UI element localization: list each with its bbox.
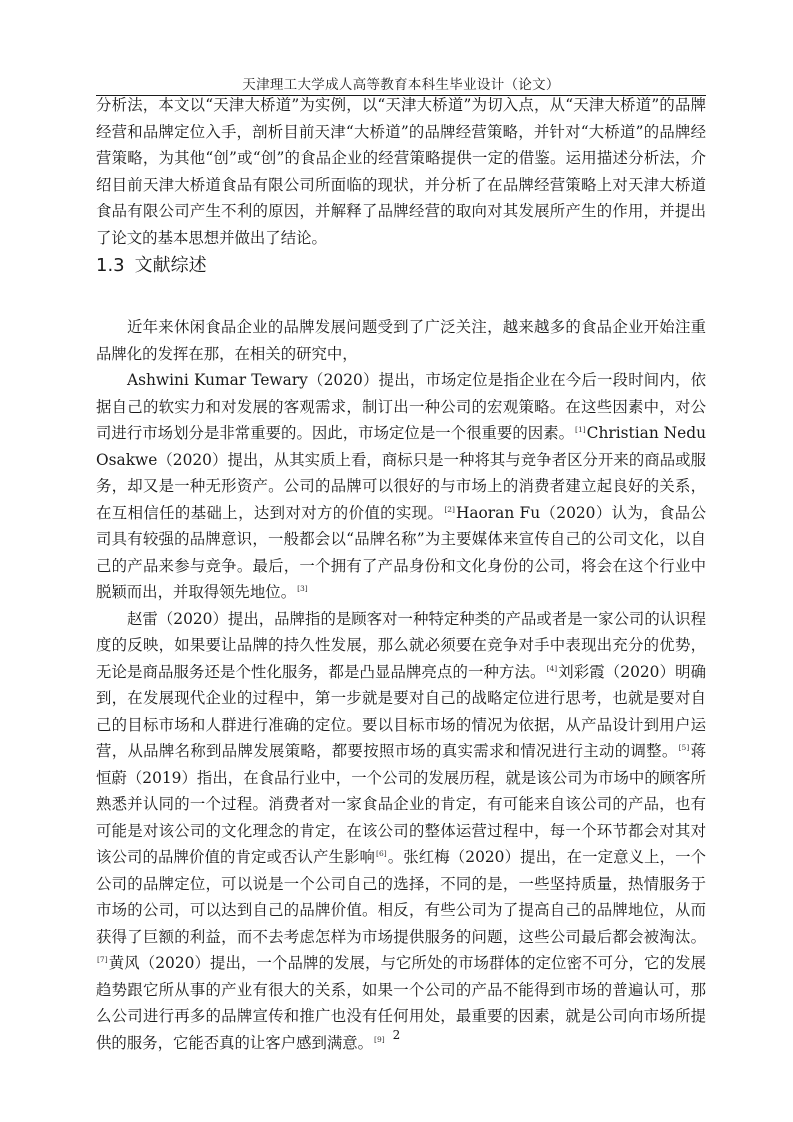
section-title: 文献综述 <box>134 255 207 276</box>
review-p3-liu: 刘彩霞（2020）明确到，在发展现代企业的过程中，第一步就是要对自己的战略定位进行思考，也就是要对自己的目标市场和人群进行准确的定位。要以目标市场的情况为依据，从产品设计到用户运营，从品牌名称到品牌发展策略，都要按照市场的真实需求和情况进行主动的调整。 <box>96 662 706 760</box>
intro-text-block <box>96 92 706 251</box>
citation-ref-6: [6] <box>376 849 387 858</box>
section-heading <box>96 252 207 280</box>
review-p2-osakwe: Christian Nedu Osakwe（2020）提出，从其实质上看，商标只是一种将其与竞争者区分开来的商品或服务，却又是一种无形资产。公司的品牌可以很好的与市场上的消费者建立起良好的关系，在互相信任的基础上，达到对对方的价值的实现。 <box>96 424 706 522</box>
citation-ref-9: [9] <box>374 1034 385 1044</box>
review-p1-text: 近年来休闲食品企业的品牌发展问题受到了广泛关注，越来越多的食品企业开始注重品牌化的发挥在那，在相关的研究中， <box>96 318 706 363</box>
citation-ref-2: [2] <box>444 504 455 514</box>
review-p2-fu: Haoran Fu（2020）认为，食品公司具有较强的品牌意识，一般都会以“品牌名称”为主要媒体来宣传自己的公司文化，以自己的产品来参与竞争。最后，一个拥有了产品身份和文化身份的公司，将会在这个行业中脱颖而出，并取得领先地位。 <box>96 503 706 601</box>
intro-paragraph: 分析法，本文以“天津大桥道”为实例，以“天津大桥道”为切入点，从“天津大桥道”的品牌经营和品牌定位入手，剖析目前天津“大桥道”的品牌经营策略，并针对“大桥道”的品牌经营策略，为其他“创”或“创”的食品企业的经营策略提供一定的借鉴。运用描述分析法，介绍目前天津大桥道食品有限公司所面临的现状，并分析了在品牌经营策略上对天津大桥道食品有限公司产生不利的原因，并解释了品牌经营的取向对其发展所产生的作用，并提出了论文的基本思想并做出了结论。 <box>96 96 706 247</box>
literature-review-body <box>96 314 706 1056</box>
citation-ref-4: [4] <box>546 663 558 673</box>
review-paragraph-2 <box>96 367 706 606</box>
review-p2-tewary: Ashwini Kumar Tewary（2020）提出，市场定位是指企业在今后一段时间内，依据自己的软实力和对发展的客观需求，制订出一种公司的宏观策略。在这些因素中，对公司进行市场划分是非常重要的。因此，市场定位是一个很重要的因素。 <box>96 371 706 442</box>
section-number: 1.3 <box>96 255 125 276</box>
review-p3-zhao: 赵雷（2020）提出，品牌指的是顾客对一种特定种类的产品或者是一家公司的认识程度的反映，如果要让品牌的持久性发展，那么就必须要在竞争对手中表现出充分的优势，无论是商品服务还是个性化服务，都是凸显品牌亮点的一种方法。 <box>96 609 706 681</box>
citation-ref-7: [7] <box>97 955 108 964</box>
running-header: 天津理工大学成人高等教育本科生毕业设计（论文） <box>242 77 560 93</box>
review-p3-huang: 黄风（2020）提出，一个品牌的发展，与它所处的市场群体的定位密不可分，它的发展趋势跟它所从事的产业有很大的关系，如果一个公司的产品不能得到市场的普遍认可，那么公司进行再多的品牌宣传和推广也没有任何用处，最重要的因素，就是公司向市场所提供的服务，它能否真的让客户感到满意。 <box>96 954 706 1052</box>
review-paragraph-3 <box>96 606 706 1057</box>
review-p3-zhang: 。张红梅（2020）提出，在一定意义上，一个公司的品牌定位，可以说是一个公司自己的选择，不同的是，一些坚持质量，热情服务于市场的公司，可以达到自己的品牌价值。相反，有些公司为了提高自己的品牌地位，从而获得了巨额的利益，而不去考虑怎样为市场提供服务的问题，这些公司最后都会被淘汰。 <box>96 848 706 946</box>
page-number: 2 <box>392 1028 401 1042</box>
review-paragraph-1 <box>96 314 706 367</box>
review-p3-jiang: 蒋恒蔚（2019）指出，在食品行业中，一个公司的发展历程，就是该公司为市场中的顾客所熟悉并认同的一个过程。消费者对一家食品企业的肯定，有可能来自该公司的产品，也有可能是对该公司的文化理念的肯定，在该公司的整体运营过程中，每一个环节都会对其对该公司的品牌价值的肯定或否认产生影响 <box>96 742 706 866</box>
citation-ref-5: [5] <box>678 743 690 752</box>
citation-ref-1: [1] <box>575 425 586 434</box>
citation-ref-3: [3] <box>297 584 308 593</box>
